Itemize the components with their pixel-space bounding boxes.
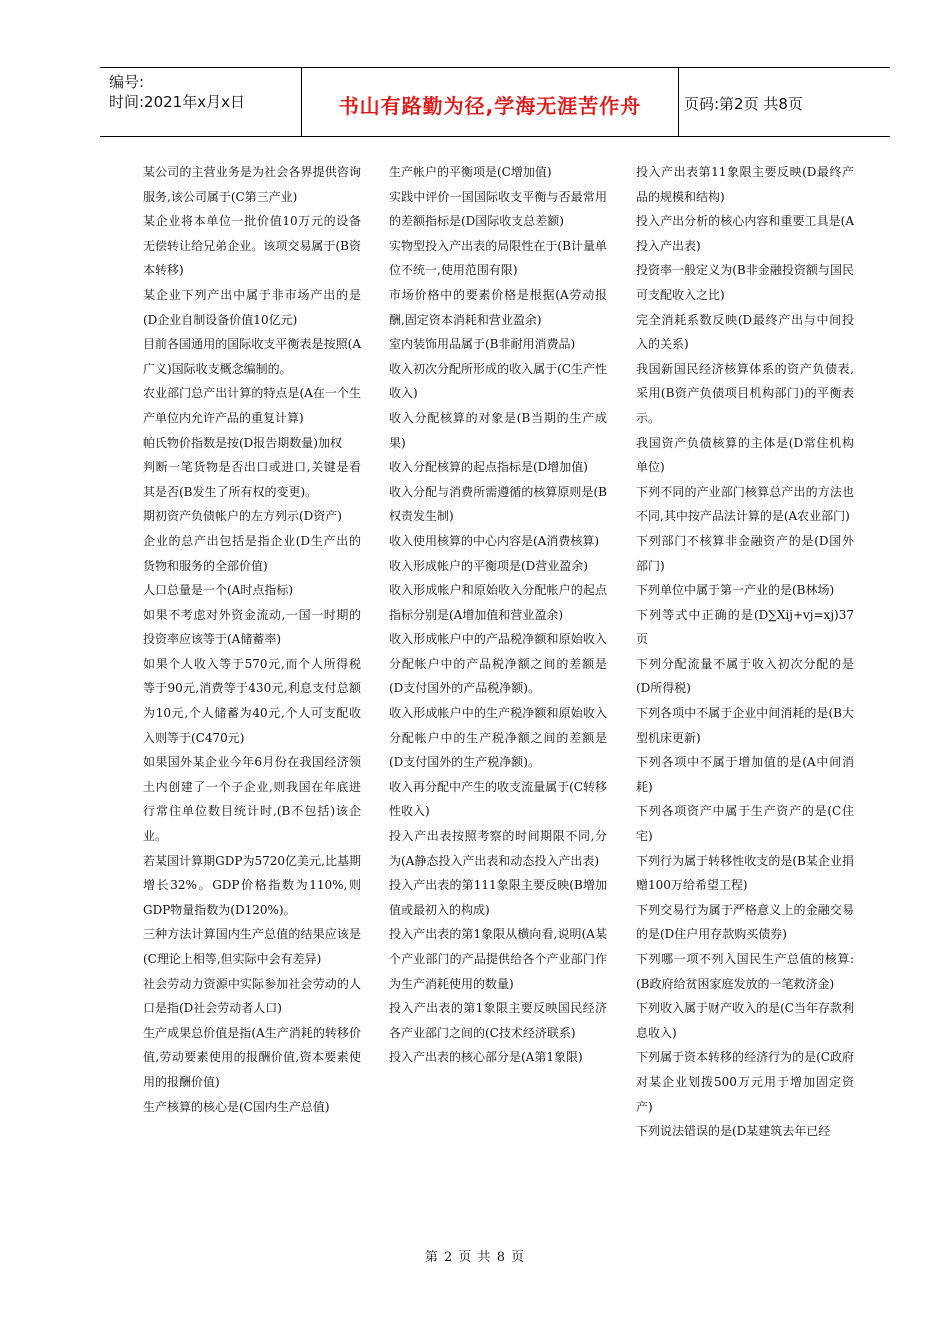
- question-entry: 如果不考虑对外资金流动,一国一时期的投资率应该等于(A储蓄率): [143, 607, 361, 647]
- question-entry: 下列分配流量不属于收入初次分配的是(D所得税): [636, 656, 854, 696]
- question-entry: 实践中评价一国国际收支平衡与否最常用的差额指标是(D国际收支总差额): [389, 189, 607, 229]
- document-time-label: 时间:2021年x月x日: [109, 93, 245, 111]
- question-entry: 某企业将本单位一批价值10万元的设备无偿转让给兄弟企业。该项交易属于(B资本转移): [143, 214, 361, 278]
- text-column-2: [389, 160, 607, 1070]
- question-entry: 收入形成帐户的平衡项是(D营业盈余): [389, 558, 588, 573]
- question-entry: 下列说法错误的是(D某建筑去年已经: [636, 1124, 831, 1139]
- question-entry: 收入分配核算的起点指标是(D增加值): [389, 460, 588, 475]
- question-entry: 生产帐户的平衡项是(C增加值): [389, 165, 552, 179]
- question-entry: 生产核算的核心是(C国内生产总值): [143, 1099, 330, 1114]
- question-entry: 收入形成帐户和原始收入分配帐户的起点指标分别是(A增加值和营业盈余): [389, 583, 607, 622]
- question-entry: 三种方法计算国内生产总值的结果应该是(C理论上相等,但实际中会有差异): [143, 927, 361, 966]
- question-entry: 下列属于资本转移的经济行为的是(C政府对某企业划拨500万元用于增加固定资产): [636, 1050, 854, 1114]
- question-entry: 农业部门总产出计算的特点是(A在一个生产单位内允许产品的重复计算): [143, 386, 361, 425]
- question-entry: 市场价格中的要素价格是根据(A劳动报酬,固定资本消耗和营业盈余): [389, 287, 607, 327]
- question-entry: 下列等式中正确的是(D∑Xij+vj=xj)37页: [636, 607, 854, 647]
- page-header: [100, 67, 890, 137]
- header-meta: [109, 72, 304, 112]
- question-entry: 下列各项中不属于增加值的是(A中间消耗): [636, 755, 854, 794]
- question-entry: 下列部门不核算非金融资产的是(D国外部门): [636, 533, 854, 573]
- question-entry: 投入产出表的第1象限从横向看,说明(A某个产业部门的产品提供给各个产业部门作为生产消耗使用的数量): [389, 927, 607, 991]
- question-entry: 下列各项资产中属于生产资产的是(C住宅): [636, 804, 854, 844]
- question-entry: 某企业下列产出中属于非市场产出的是(D企业自制设备价值10亿元): [143, 287, 361, 327]
- header-slogan: 书山有路勤为径,学海无涯苦作舟: [338, 94, 642, 118]
- question-entry: 室内装饰用品属于(B非耐用消费品): [389, 337, 576, 352]
- question-entry: 收入初次分配所形成的收入属于(C生产性收入): [389, 361, 607, 401]
- question-entry: 投入产出分析的核心内容和重要工具是(A投入产出表): [636, 214, 854, 253]
- question-entry: 下列收入属于财产收入的是(C当年存款利息收入): [636, 1001, 854, 1040]
- question-entry: 实物型投入产出表的局限性在于(B计量单位不统一,使用范围有限): [389, 238, 607, 278]
- question-entry: 我国新国民经济核算体系的资产负债表,采用(B资产负债项目机构部门)的平衡表示。: [636, 361, 854, 425]
- question-entry: 帕氏物价指数是按(D报告期数量)加权: [143, 435, 342, 450]
- question-entry: 投入产出表的核心部分是(A第1象限): [389, 1050, 583, 1065]
- question-entry: 如果个人收入等于570元,而个人所得税等于90元,消费等于430元,利息支付总额为10元,个人储蓄为40元,个人可支配收入则等于(C470元): [143, 656, 361, 745]
- question-entry: 投入产出表第11象限主要反映(D最终产品的规模和结构): [636, 165, 854, 204]
- question-entry: 若某国计算期GDP为5720亿美元,比基期增长32%。GDP价格指数为110%,则GDP物量指数为(D120%)。: [143, 853, 361, 917]
- question-entry: 收入形成帐户中的生产税净额和原始收入分配帐户中的生产税净额之间的差额是(D支付国外的生产税净额)。: [389, 706, 607, 770]
- question-entry: 收入分配核算的对象是(B当期的生产成果): [389, 410, 607, 450]
- question-entry: 收入形成帐户中的产品税净额和原始收入分配帐户中的产品税净额之间的差额是(D支付国外的产品税净额)。: [389, 632, 607, 696]
- question-entry: 投入产出表的第111象限主要反映(B增加值或最初入的构成): [389, 878, 607, 917]
- question-entry: 投入产出表按照考察的时间期限不同,分为(A静态投入产出表和动态投入产出表): [389, 829, 607, 868]
- question-entry: 生产成果总价值是指(A生产消耗的转移价值,劳动要素使用的报酬价值,资本要素使用的报酬价值): [143, 1025, 361, 1089]
- question-entry: 收入再分配中产生的收支流量属于(C转移性收入): [389, 779, 607, 819]
- question-entry: 人口总量是一个(A时点指标): [143, 583, 294, 598]
- question-entry: 目前各国通用的国际收支平衡表是按照(A广义)国际收支概念编制的。: [143, 337, 361, 376]
- question-entry: 下列哪一项不列入国民生产总值的核算:(B政府给贫困家庭发放的一笔救济金): [636, 952, 854, 991]
- text-column-1: [143, 160, 361, 1119]
- question-entry: 下列不同的产业部门核算总产出的方法也不同,其中按产品法计算的是(A农业部门): [636, 484, 854, 524]
- document-number-label: 编号:: [109, 73, 145, 91]
- question-entry: 社会劳动力资源中实际参加社会劳动的人口是指(D社会劳动者人口): [143, 976, 361, 1016]
- question-entry: 某公司的主营业务是为社会各界提供咨询服务,该公司属于(C第三产业): [143, 165, 361, 204]
- question-entry: 企业的总产出包括是指企业(D生产出的货物和服务的全部价值): [143, 533, 361, 573]
- question-entry: 收入分配与消费所需遵循的核算原则是(B权责发生制): [389, 484, 607, 524]
- page-footer: 第 2 页 共 8 页: [424, 1250, 526, 1265]
- question-entry: 我国资产负债核算的主体是(D常住机构单位): [636, 435, 854, 475]
- question-entry: 收入使用核算的中心内容是(A消费核算): [389, 533, 600, 548]
- question-entry: 期初资产负债帐户的左方列示(D资产): [143, 509, 342, 524]
- header-divider: [678, 68, 679, 136]
- question-entry: 下列单位中属于第一产业的是(B林场): [636, 583, 835, 598]
- question-entry: 下列交易行为属于严格意义上的金融交易的是(D住户用存款购买债券): [636, 902, 854, 942]
- question-entry: 下列行为属于转移性收支的是(B某企业捐赠100万给希望工程): [636, 853, 854, 893]
- question-entry: 投资率一般定义为(B非金融投资额与国民可支配收入之比): [636, 263, 854, 302]
- question-entry: 如果国外某企业今年6月份在我国经济领土内创建了一个子企业,则我国在年底进行常住单位数目统计时,(B不包括)该企业。: [143, 755, 361, 844]
- question-entry: 判断一笔货物是否出口或进口,关键是看其是否(B发生了所有权的变更)。: [143, 460, 361, 499]
- header-page-number: 页码:第2页 共8页: [684, 95, 803, 113]
- question-entry: 投入产出表的第1象限主要反映国民经济各产业部门之间的(C技术经济联系): [389, 1001, 607, 1040]
- header-divider: [301, 68, 302, 136]
- question-entry: 完全消耗系数反映(D最终产出与中间投入的关系): [636, 312, 854, 352]
- question-entry: 下列各项中不属于企业中间消耗的是(B大型机床更新): [636, 706, 854, 745]
- text-column-3: [636, 160, 854, 1144]
